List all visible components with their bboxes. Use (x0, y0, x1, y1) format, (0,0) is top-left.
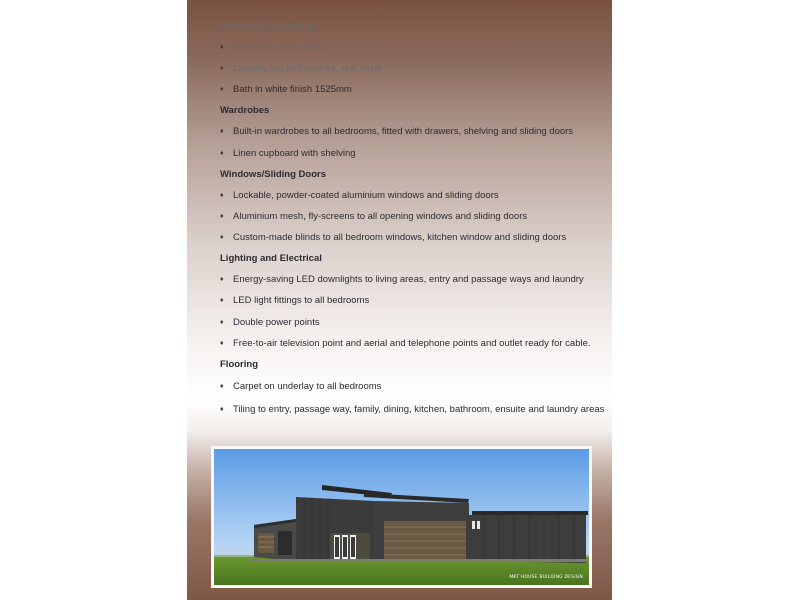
bullet-icon: ♦ (220, 65, 224, 72)
section-heading-wet-areas: Wet Areas Continued (220, 21, 316, 32)
bullet-icon: ♦ (220, 383, 224, 390)
bullet-icon: ♦ (220, 86, 224, 93)
section-heading-wardrobes: Wardrobes (220, 105, 270, 116)
house-render-image (211, 446, 592, 588)
brochure-page: Wet Areas Continued ♦ Wall-faced toilet suites ♦ Laundry tub and cabinet, sink mixer ♦ Bath in white finish 1525mm Wardrobes ♦ Built-in wardrobes to all bedrooms, fitted with drawers, shelving and sliding doors ♦ Linen cupboard with shelving Windows/Sliding Doors ♦ Lockable, powder-coated aluminium windows and sliding doors ♦ Aluminium mesh, fly-screens to all opening windows and sliding doors ♦ Custom-made blinds to all bedroom windows, kitchen window and sliding doors Lighting and Electrical ♦ Energy-saving LED downlights to living areas, entry and passage ways and laundry ♦ LED light fittings to all bedrooms ♦ Double power points ♦ Free-to-air television point and aerial and telephone points and outlet ready for cable. Flooring ♦ Carpet on underlay to all bedrooms ♦ Tiling to entry, passage way, family, dining, kitchen, bathroom, ensuite and laundry areas MKT HOUSE BUILDING DESIGN (187, 0, 612, 600)
bullet-icon: ♦ (220, 213, 224, 220)
bullet-icon: ♦ (220, 297, 224, 304)
bullet-icon: ♦ (220, 319, 224, 326)
bullet-icon: ♦ (220, 150, 224, 157)
section-heading-windows: Windows/Sliding Doors (220, 169, 326, 180)
bullet-icon: ♦ (220, 44, 224, 51)
section-heading-lighting: Lighting and Electrical (220, 253, 322, 264)
bullet-icon: ♦ (220, 340, 224, 347)
bullet-icon: ♦ (220, 192, 224, 199)
bullet-icon: ♦ (220, 234, 224, 241)
bullet-icon: ♦ (220, 406, 224, 413)
section-heading-flooring: Flooring (220, 359, 258, 370)
bullet-icon: ♦ (220, 128, 224, 135)
bullet-icon: ♦ (220, 276, 224, 283)
house-render-illustration (214, 449, 589, 585)
render-caption: MKT HOUSE BUILDING DESIGN (509, 575, 583, 580)
